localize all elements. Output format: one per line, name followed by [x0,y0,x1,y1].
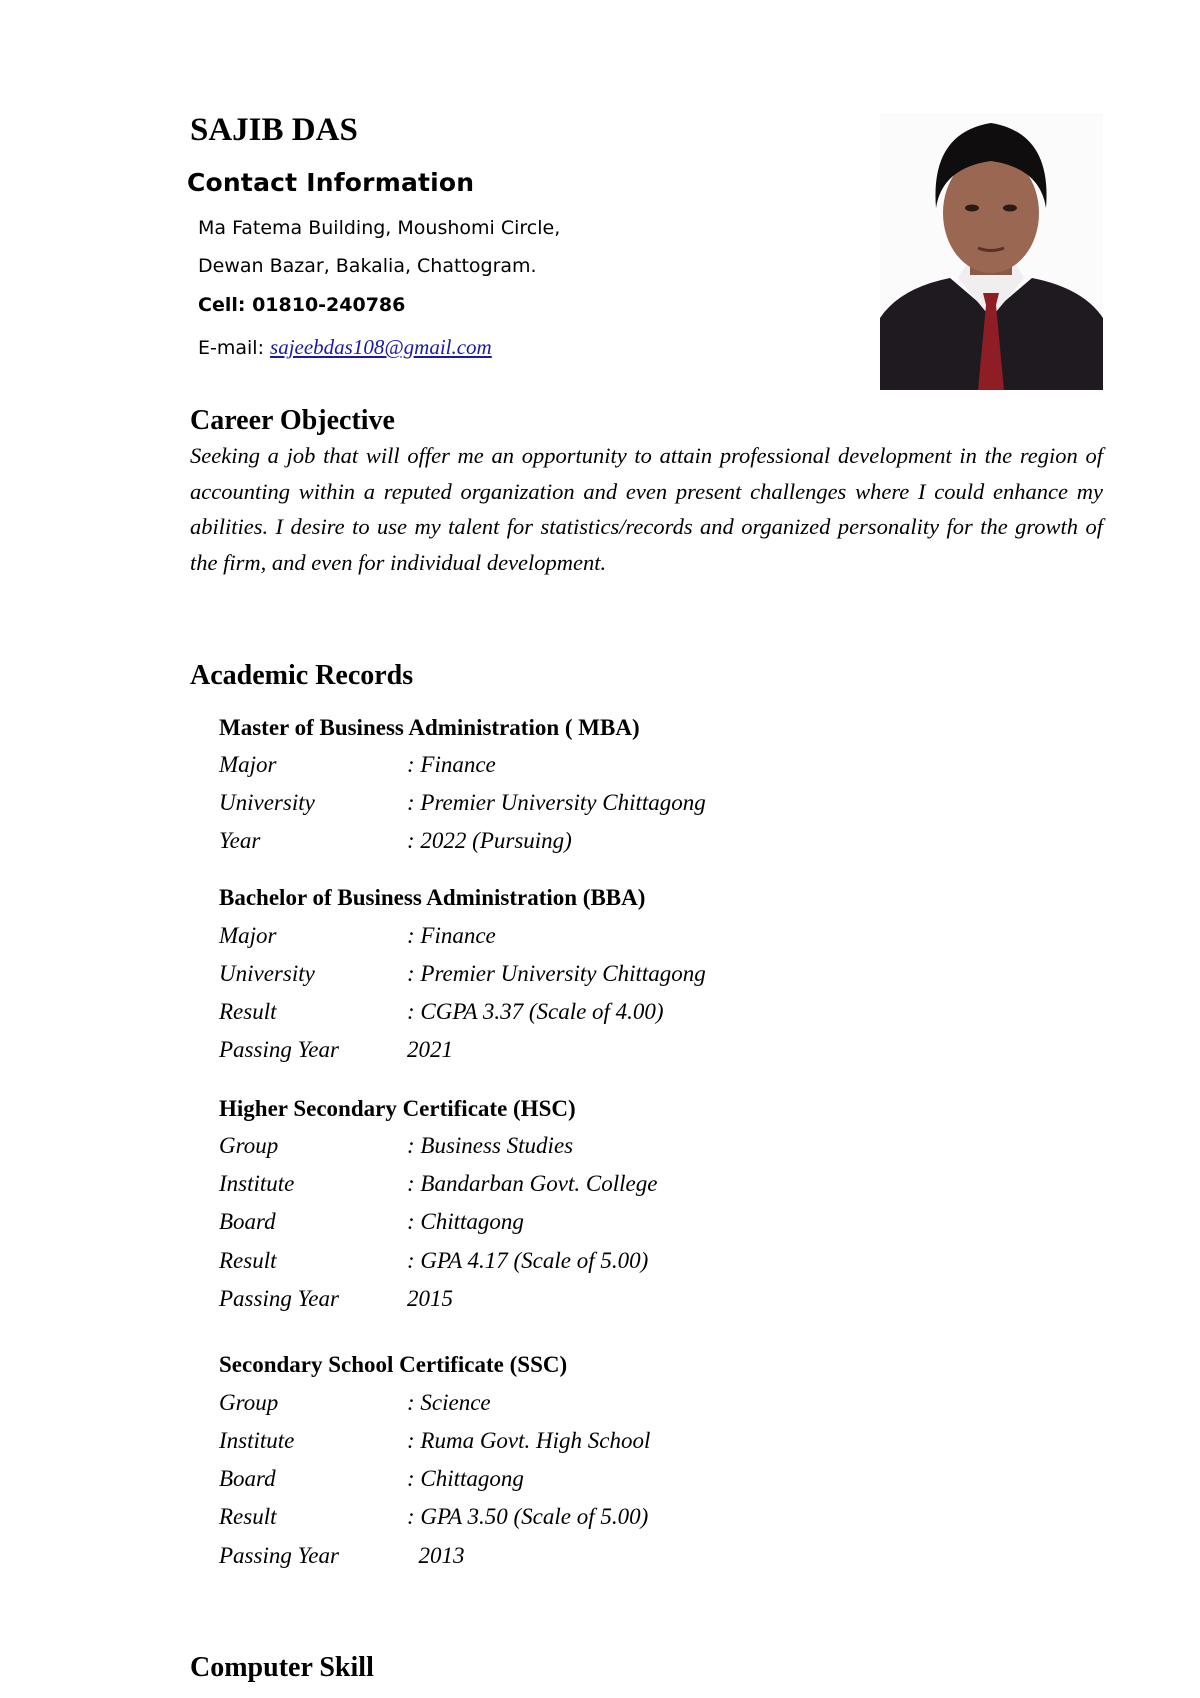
record-row [219,1286,919,1312]
record-value: : 2022 (Pursuing) [407,828,572,853]
record-row [219,923,919,949]
contact-heading: Contact Information [187,168,475,197]
record-key: Result [219,999,277,1024]
email-label: E-mail: [198,337,271,359]
record-row [219,1390,919,1416]
record-row [219,752,919,778]
record-row [219,1133,919,1159]
record-key: Institute [219,1171,295,1196]
record-value: : GPA 3.50 (Scale of 5.00) [407,1504,649,1529]
career-objective-text: Seeking a job that will offer me an opportunity to attain professional development in the region of accounting within a reputed organization and even present challenges where I could enhance my abilities. I desire to use my talent for statistics/records and organized personality for the growth of the firm, and even for individual development. [190,443,1103,575]
record-value: : Chittagong [407,1209,524,1234]
career-objective-heading: Career Objective [190,405,395,436]
record-key: University [219,961,315,986]
record-row [219,1543,919,1569]
degree-title-mba: Master of Business Administration ( MBA) [219,715,640,740]
record-key: Result [219,1248,277,1273]
record-row [219,961,919,987]
record-value: : Chittagong [407,1466,524,1491]
record-value: : Ruma Govt. High School [407,1428,651,1453]
record-value: : CGPA 3.37 (Scale of 4.00) [407,999,664,1024]
computer-skill-heading: Computer Skill [190,1652,374,1683]
degree-title-hsc: Higher Secondary Certificate (HSC) [219,1096,576,1121]
record-row [219,999,919,1025]
email-line [198,335,492,360]
record-value: : Science [407,1390,491,1415]
record-key: Board [219,1466,276,1491]
address-line-1: Ma Fatema Building, Moushomi Circle, [198,217,561,239]
profile-photo [880,113,1103,390]
record-value: : Finance [407,752,496,777]
degree-title-ssc: Secondary School Certificate (SSC) [219,1352,568,1377]
record-value: : Premier University Chittagong [407,961,706,986]
record-row [219,1171,919,1197]
record-value: : Premier University Chittagong [407,790,706,815]
record-key: Institute [219,1428,295,1453]
record-key: Passing Year [219,1037,339,1062]
academic-records-heading: Academic Records [190,660,414,691]
record-row [219,1504,919,1530]
record-key: Passing Year [219,1286,339,1311]
record-row [219,1428,919,1454]
address-line-2: Dewan Bazar, Bakalia, Chattogram. [198,255,537,277]
record-value: : Business Studies [407,1133,574,1158]
record-value: 2021 [407,1037,453,1062]
record-value: : Bandarban Govt. College [407,1171,658,1196]
record-key: Group [219,1390,279,1415]
record-key: Group [219,1133,279,1158]
record-row [219,1209,919,1235]
record-row [219,790,919,816]
record-row [219,1466,919,1492]
record-value: 2013 [407,1543,465,1568]
record-key: University [219,790,315,815]
record-row [219,1248,919,1274]
applicant-name: SAJIB DAS [190,112,358,148]
degree-title-bba: Bachelor of Business Administration (BBA) [219,885,646,910]
cell-number: Cell: 01810-240786 [198,294,406,316]
record-row [219,1037,919,1063]
record-key: Board [219,1209,276,1234]
record-value: 2015 [407,1286,453,1311]
record-key: Major [219,752,277,777]
record-key: Passing Year [219,1543,339,1568]
record-value: : Finance [407,923,496,948]
record-row [219,828,919,854]
record-value: : GPA 4.17 (Scale of 5.00) [407,1248,649,1273]
email-link[interactable]: sajeebdas108@gmail.com [270,335,492,359]
record-key: Major [219,923,277,948]
record-key: Year [219,828,261,853]
record-key: Result [219,1504,277,1529]
